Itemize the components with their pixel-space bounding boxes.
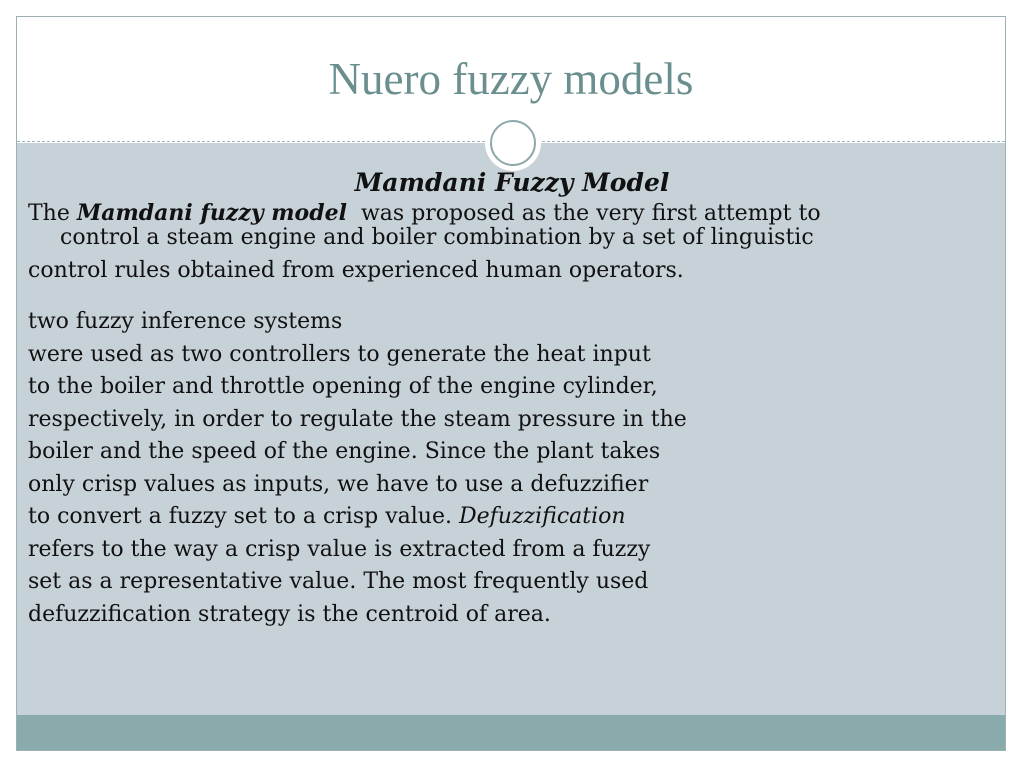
section-heading: Mamdani Fuzzy Model bbox=[354, 168, 670, 197]
body-line: only crisp values as inputs, we have to use a defuzzifier bbox=[28, 471, 649, 497]
defuzzification-term: Defuzzification bbox=[458, 504, 626, 529]
body-line: set as a representative value. The most frequently used bbox=[28, 569, 649, 594]
body-line: two fuzzy inference systems bbox=[28, 309, 343, 334]
footer-bar bbox=[17, 715, 1005, 750]
body-paragraph bbox=[28, 306, 968, 631]
body-line: were used as two controllers to generate the heat input bbox=[28, 341, 651, 367]
body-line-with-term bbox=[28, 501, 968, 534]
divider-ring-icon bbox=[490, 120, 536, 166]
intro-line-3: control rules obtained from experienced human operators. bbox=[28, 258, 684, 283]
body-line: boiler and the speed of the engine. Since the plant takes bbox=[28, 439, 661, 464]
body-line: to the boiler and throttle opening of the engine cylinder, bbox=[28, 374, 658, 399]
body-line: refers to the way a crisp value is extracted from a fuzzy bbox=[28, 536, 651, 562]
body-line: defuzzification strategy is the centroid of area. bbox=[28, 601, 551, 627]
intro-lead: The bbox=[28, 201, 77, 226]
body-line: respectively, in order to regulate the steam pressure in the bbox=[28, 406, 687, 432]
intro-rest: was proposed as the very first attempt to bbox=[346, 201, 821, 226]
body-line-text: to convert a fuzzy set to a crisp value. bbox=[28, 504, 459, 529]
intro-line-2: control a steam engine and boiler combination by a set of linguistic bbox=[60, 225, 814, 250]
slide-title: Nuero fuzzy models bbox=[328, 54, 694, 104]
intro-paragraph bbox=[28, 198, 968, 286]
intro-term: Mamdani fuzzy model bbox=[76, 200, 347, 226]
